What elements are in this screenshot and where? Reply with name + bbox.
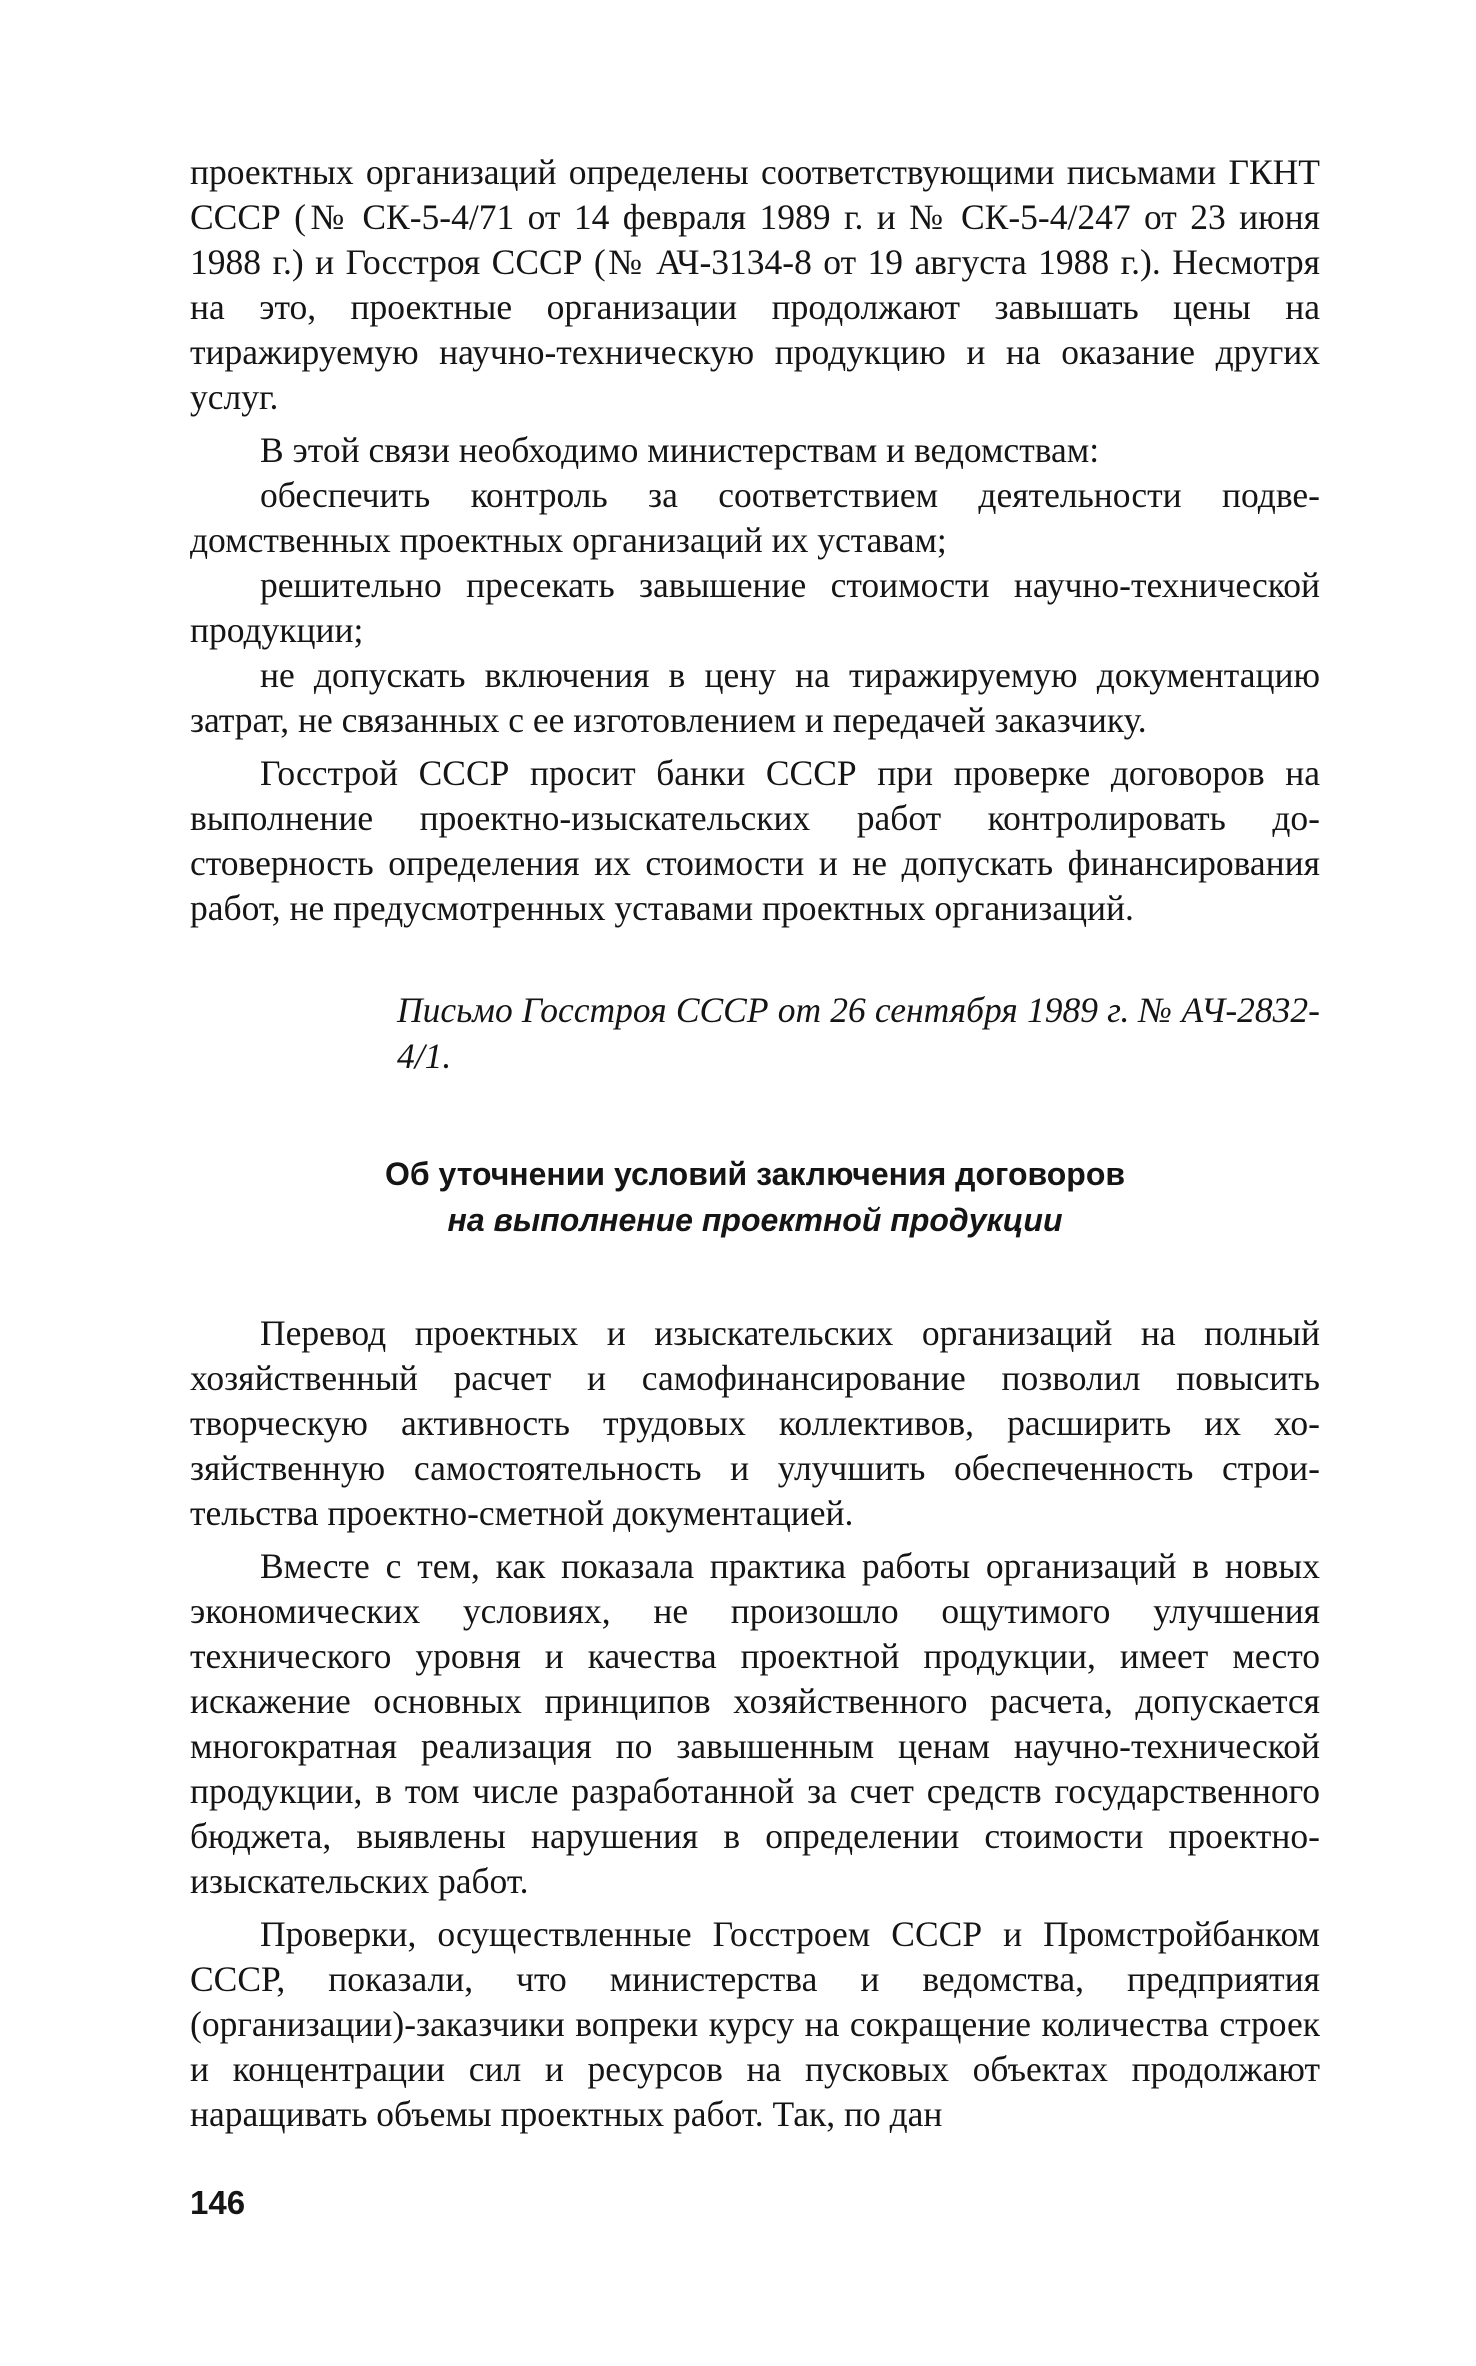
section-heading [190,1151,1320,1243]
paragraph-exclusion-item: не допускать включения в цену на тиражируемую документацию затрат, не связанных с ее изготовлением и передачей заказчику. [190,655,1320,740]
paragraph-banks-request: Госстрой СССР просит банки СССР при проверке договоров на выполнение проектно-изыскательских работ контролировать достоверность определения их стоимости и не допускать финансирования работ, не предусмотренных уставами проектных организаций. [190,753,1320,928]
section-heading-line-1: Об уточнении условий заключения договоров [384,1156,1126,1192]
paragraph-continuation: проектных организаций определены соответствующими письмами ГКНТ СССР (№ СК-5-4/71 от 14 февраля 1989 г. и № СК-5-4/247 от 23 июня 1988 г.) и Госстроя СССР (№ АЧ-3134-8 от 19 августа 1988 г.). Несмотря на это, проектные организации продолжают завышать цены на тиражируемую научно-техническую продукцию и на оказание других услуг. [190,152,1320,417]
paragraph-suppress-item: решительно пресекать завышение стоимости научно-технической продукции; [190,565,1320,650]
paragraph-control-item: обеспечить контроль за соответствием деятельности подведомственных проектных организаций их уставам; [190,475,1320,560]
letter-signature: Письмо Госстроя СССР от 26 сентября 1989 г. № АЧ-2832-4/1. [397,990,1320,1076]
section-heading-line-2: на выполнение проектной продукции [447,1202,1063,1238]
paragraph-ministries-intro: В этой связи необходимо министерствам и ведомствам: [260,430,1100,470]
paragraph-transition: Перевод проектных и изыскательских организаций на полный хозяйственный расчет и самофинансирование позволил повысить творческую активность трудовых коллективов, расширить их хозяйственную самостоятельность и улучшить обеспеченность строительства проектно-сметной документацией. [190,1313,1320,1533]
paragraph-practice: Вместе с тем, как показала практика работы организаций в новых экономических условиях, не произошло ощутимого улучшения технического уровня и качества проектной продукции, имеет место искажение основных принципов хозяйственного расчета, допускается многократная реализация по завышенным ценам научно-технической продукции, в том числе разработанной за счет средств государственного бюджета, выявлены нарушения в определении стоимости проектно-изыскательских работ. [190,1546,1320,1901]
page-content [190,150,1320,2137]
page-number: 146 [190,2184,246,2221]
paragraph-inspections: Проверки, осуществленные Госстроем СССР и Промстройбанком СССР, показали, что министерства и ведомства, предприятия (организации)-заказчики вопреки курсу на сокращение количества строек и концентрации сил и ресурсов на пусковых объектах продолжают наращивать объемы проектных работ. Так, по дан [190,1914,1320,2134]
